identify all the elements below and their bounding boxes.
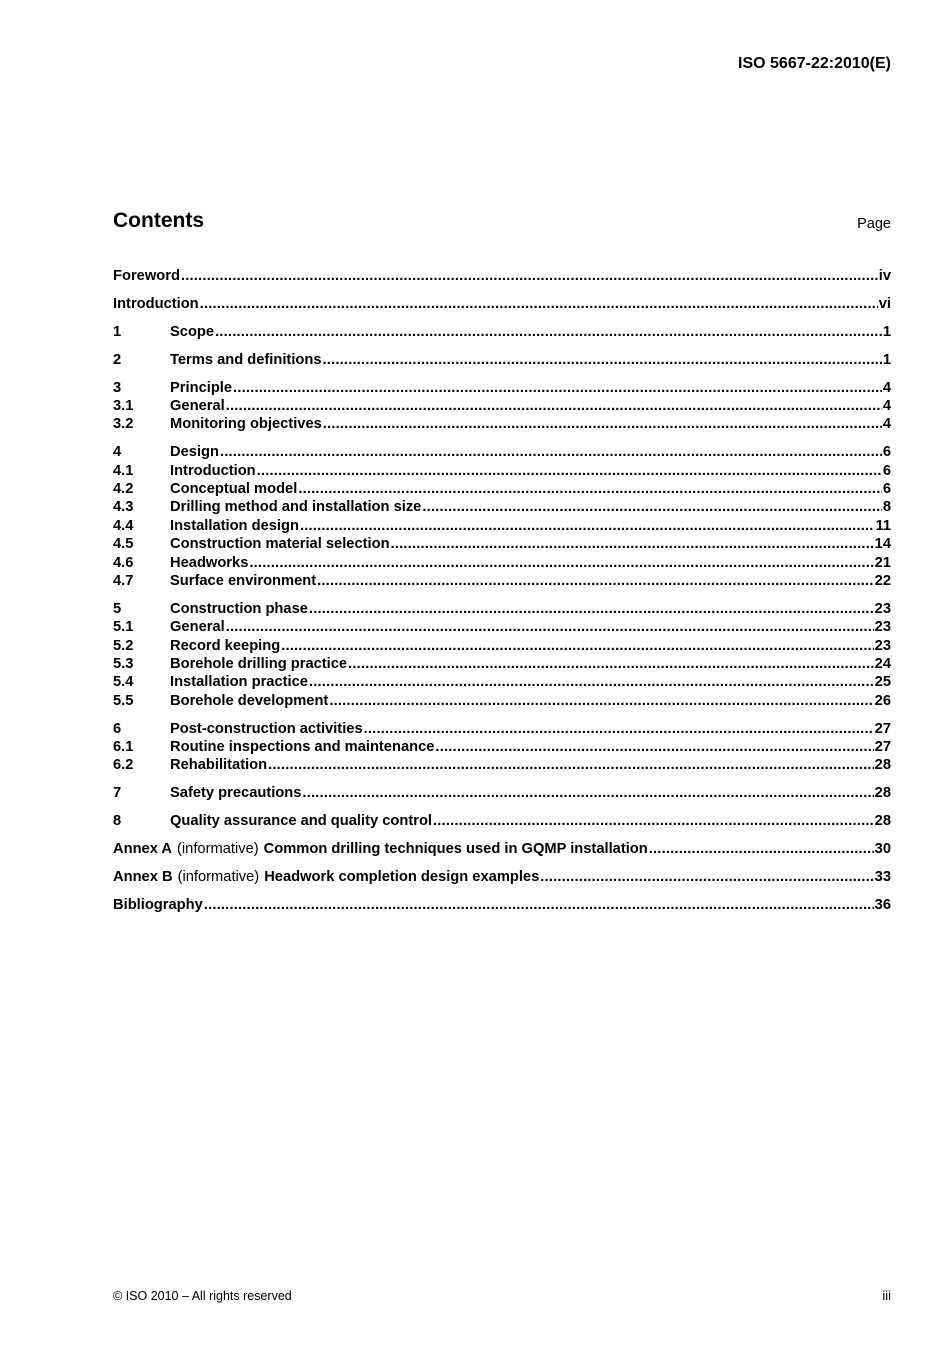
toc-entry[interactable]	[113, 499, 891, 517]
dot-leader	[309, 601, 874, 617]
toc-entry-title: Introduction	[170, 462, 256, 479]
dot-leader	[226, 398, 882, 414]
toc-entry-page: 26	[874, 692, 891, 709]
toc-entry-page: 21	[874, 554, 891, 571]
toc-entry-title: Quality assurance and quality control	[170, 813, 432, 830]
dot-leader	[649, 841, 874, 857]
toc-entry-page: vi	[878, 295, 891, 312]
toc-entry-page: 6	[882, 444, 891, 461]
toc-entry[interactable]	[113, 481, 891, 499]
toc-entry-number: 5	[113, 600, 122, 617]
dot-leader	[181, 268, 878, 284]
toc-entry-page: iv	[878, 268, 891, 284]
dot-leader	[281, 638, 873, 654]
toc-entry-number: 5.2	[113, 637, 134, 654]
toc-entry-number: 5.4	[113, 674, 134, 691]
dot-leader	[268, 757, 874, 773]
toc-entry-title: Borehole drilling practice	[170, 656, 348, 673]
toc-entry-title: Post-construction activities	[170, 720, 363, 737]
toc-entry-number: 4.1	[113, 462, 134, 479]
toc-entry-page: 28	[874, 813, 891, 830]
dot-leader	[309, 674, 874, 690]
toc-entry[interactable]	[113, 757, 891, 775]
table-of-contents	[113, 268, 891, 915]
toc-entry-number: 5.1	[113, 619, 134, 636]
toc-entry-number: 7	[113, 785, 122, 802]
toc-entry[interactable]	[113, 573, 891, 591]
document-id: ISO 5667-22:2010(E)	[738, 55, 891, 72]
toc-entry-title: Headworks	[170, 554, 249, 571]
toc-entry-number: 6	[113, 720, 122, 737]
toc-entry-page: 4	[882, 379, 891, 396]
annex-type: (informative)	[177, 869, 260, 886]
toc-entry-number: 5.3	[113, 656, 134, 673]
dot-leader	[249, 555, 873, 571]
toc-entry-title: Construction material selection	[170, 536, 390, 553]
toc-entry[interactable]	[113, 601, 891, 619]
dot-leader	[200, 296, 878, 312]
toc-entry-title: Design	[170, 444, 219, 461]
toc-entry-title: Safety precautions	[170, 785, 302, 802]
dot-leader	[300, 518, 875, 534]
toc-entry-title: Principle	[170, 379, 233, 396]
toc-entry-page: 27	[874, 720, 891, 737]
toc-entry[interactable]	[113, 813, 891, 831]
toc-entry-page: 23	[874, 619, 891, 636]
toc-entry-title: Surface environment	[170, 572, 317, 589]
toc-entry-page: 11	[875, 517, 891, 534]
toc-entry-title: Bibliography	[113, 896, 203, 913]
dot-leader	[391, 536, 874, 552]
toc-entry-page: 4	[882, 397, 891, 414]
toc-entry-number: 5.5	[113, 692, 134, 709]
toc-entry[interactable]	[113, 296, 891, 314]
annex-type: (informative)	[177, 841, 259, 858]
toc-entry-title: General	[170, 619, 225, 636]
toc-entry-page: 6	[882, 481, 891, 498]
toc-entry-number: 4.2	[113, 481, 134, 498]
toc-entry-page: 23	[874, 600, 891, 617]
toc-entry-number: 4.3	[113, 499, 134, 516]
toc-entry-title: Common drilling techniques used in GQMP installation	[263, 841, 648, 858]
toc-entry-title: Drilling method and installation size	[170, 499, 422, 516]
toc-entry-title: Routine inspections and maintenance	[170, 739, 435, 756]
toc-entry-title: Scope	[170, 323, 215, 340]
toc-entry[interactable]	[113, 841, 891, 859]
dot-leader	[323, 352, 882, 368]
toc-entry-page: 36	[874, 896, 891, 913]
toc-entry-page: 25	[874, 674, 891, 691]
dot-leader	[204, 897, 874, 913]
footer-copyright: © ISO 2010 – All rights reserved	[113, 1289, 292, 1303]
toc-entry[interactable]	[113, 463, 891, 481]
toc-entry[interactable]	[113, 693, 891, 711]
toc-entry-page: 14	[874, 536, 891, 553]
toc-entry-number: 3	[113, 379, 122, 396]
dot-leader	[215, 324, 882, 340]
toc-entry[interactable]	[113, 721, 891, 739]
toc-entry[interactable]	[113, 619, 891, 637]
footer-page-number: iii	[882, 1288, 891, 1303]
dot-leader	[433, 813, 874, 829]
annex-label: Annex B	[113, 869, 173, 886]
dot-leader	[364, 721, 874, 737]
toc-entry-title: Rehabilitation	[170, 757, 268, 774]
toc-entry[interactable]	[113, 555, 891, 573]
toc-entry-number: 4.5	[113, 536, 134, 553]
toc-entry-page: 1	[882, 323, 891, 340]
dot-leader	[422, 499, 881, 515]
dot-leader	[298, 481, 882, 497]
toc-entry[interactable]	[113, 444, 891, 462]
toc-entry[interactable]	[113, 380, 891, 398]
toc-entry-number: 6.2	[113, 757, 134, 774]
toc-entry-number: 4.4	[113, 517, 134, 534]
dot-leader	[323, 416, 882, 432]
toc-entry-page: 24	[874, 656, 891, 673]
toc-entry[interactable]	[113, 536, 891, 554]
dot-leader	[329, 693, 873, 709]
toc-entry-page: 23	[874, 637, 891, 654]
dot-leader	[233, 380, 882, 396]
toc-entry-number: 4.6	[113, 554, 134, 571]
toc-entry-title: Construction phase	[170, 600, 308, 617]
annex-label: Annex A	[113, 841, 173, 858]
toc-entry-title: Installation practice	[170, 674, 308, 691]
toc-entry-number: 4	[113, 444, 122, 461]
toc-entry-page: 22	[874, 572, 891, 589]
toc-entry-number: 3.2	[113, 416, 134, 433]
toc-entry[interactable]	[113, 352, 891, 370]
toc-entry-number: 2	[113, 351, 122, 368]
toc-entry-page: 28	[874, 785, 891, 802]
toc-entry[interactable]	[113, 324, 891, 342]
toc-entry[interactable]	[113, 416, 891, 434]
toc-entry[interactable]	[113, 897, 891, 915]
toc-entry-title: Introduction	[113, 295, 199, 312]
dot-leader	[226, 619, 874, 635]
toc-entry[interactable]	[113, 268, 891, 286]
dot-leader	[317, 573, 874, 589]
toc-entry-title: Borehole development	[170, 692, 329, 709]
toc-entry-title: Terms and definitions	[170, 351, 322, 368]
toc-entry-title: Record keeping	[170, 637, 281, 654]
toc-entry[interactable]	[113, 739, 891, 757]
toc-entry[interactable]	[113, 674, 891, 692]
contents-heading: Contents	[113, 209, 204, 232]
toc-entry-page: 27	[874, 739, 891, 756]
page-column-label: Page	[857, 216, 891, 232]
toc-entry[interactable]	[113, 869, 891, 887]
dot-leader	[540, 869, 873, 885]
toc-entry[interactable]	[113, 518, 891, 536]
toc-entry-title: General	[170, 397, 225, 414]
toc-entry-page: 28	[874, 757, 891, 774]
toc-entry-page: 1	[882, 351, 891, 368]
toc-entry-title: Conceptual model	[170, 481, 298, 498]
dot-leader	[435, 739, 873, 755]
toc-entry-title: Monitoring objectives	[170, 416, 322, 433]
toc-entry[interactable]	[113, 638, 891, 656]
toc-entry-title: Headwork completion design examples	[264, 869, 540, 886]
toc-entry-page: 6	[882, 462, 891, 479]
dot-leader	[220, 444, 882, 460]
toc-entry-number: 6.1	[113, 739, 134, 756]
toc-entry-title: Foreword	[113, 268, 180, 284]
toc-entry[interactable]	[113, 785, 891, 803]
toc-entry-number: 8	[113, 813, 122, 830]
dot-leader	[348, 656, 874, 672]
toc-entry-page: 4	[882, 416, 891, 433]
toc-entry[interactable]	[113, 656, 891, 674]
toc-entry-page: 30	[874, 841, 891, 858]
toc-entry-number: 3.1	[113, 397, 134, 414]
toc-entry-page: 33	[874, 869, 891, 886]
toc-entry-number: 4.7	[113, 572, 134, 589]
toc-entry-title: Installation design	[170, 517, 299, 534]
toc-entry-number: 1	[113, 323, 122, 340]
toc-entry-page: 8	[882, 499, 891, 516]
toc-entry[interactable]	[113, 398, 891, 416]
dot-leader	[302, 785, 873, 801]
dot-leader	[257, 463, 882, 479]
